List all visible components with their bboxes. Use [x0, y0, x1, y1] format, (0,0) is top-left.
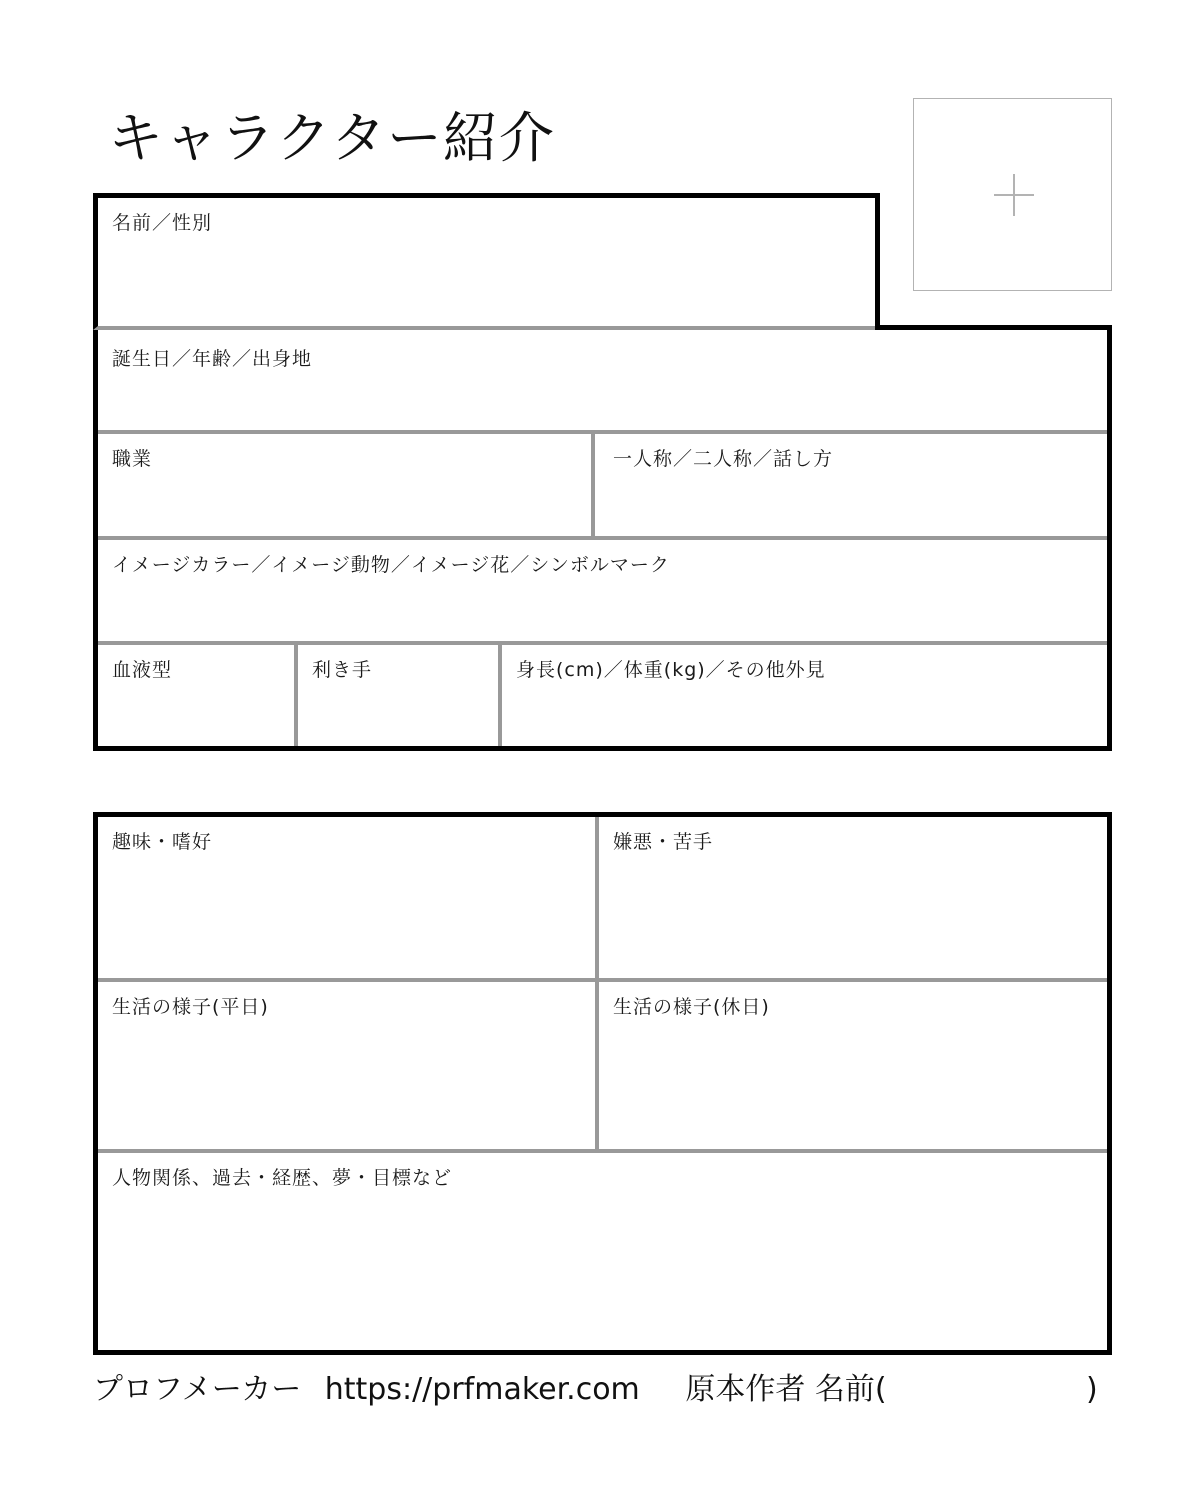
field-name-gender-label: 名前／性別 [112, 212, 213, 234]
field-body-appearance-label: 身長(cm)／体重(kg)／その他外見 [516, 659, 826, 681]
field-hobbies[interactable] [98, 817, 595, 978]
footer-author-paren-close: ) [1086, 1372, 1098, 1407]
field-hobbies-label: 趣味・嗜好 [112, 831, 213, 853]
field-birth-age-origin-label: 誕生日／年齢／出身地 [112, 348, 313, 370]
photo-upload-box[interactable] [913, 98, 1112, 291]
field-life-weekday-label: 生活の様子(平日) [112, 996, 269, 1018]
field-occupation-label: 職業 [112, 448, 153, 470]
footer-credit [93, 1370, 1113, 1414]
page-title: キャラクター紹介 [108, 106, 555, 170]
field-birth-age-origin[interactable] [98, 334, 1107, 430]
field-dominant-hand[interactable] [298, 645, 498, 746]
profile-block-step-border [875, 325, 1112, 330]
field-body-appearance[interactable] [502, 645, 1107, 746]
field-image-symbols-label: イメージカラー／イメージ動物／イメージ花／シンボルマーク [112, 554, 670, 576]
divider-occupation-pronouns [591, 430, 595, 540]
field-life-holiday-label: 生活の様子(休日) [613, 996, 770, 1018]
field-dominant-hand-label: 利き手 [312, 659, 373, 681]
footer-service-url: https://prfmaker.com [324, 1372, 640, 1407]
field-dislikes[interactable] [599, 817, 1107, 978]
field-blood-type[interactable] [98, 645, 294, 746]
field-occupation[interactable] [98, 434, 591, 536]
field-image-symbols[interactable] [98, 540, 1107, 641]
field-life-weekday[interactable] [98, 982, 595, 1149]
field-pronouns-speech[interactable] [599, 434, 1107, 536]
field-life-holiday[interactable] [599, 982, 1107, 1149]
field-dislikes-label: 嫌悪・苦手 [613, 831, 714, 853]
field-name-gender[interactable] [98, 198, 875, 326]
footer-service-name: プロフメーカー [93, 1372, 302, 1407]
field-relations-history-goals[interactable] [98, 1153, 1107, 1350]
field-relations-history-goals-label: 人物関係、過去・経歴、夢・目標など [112, 1167, 453, 1189]
field-blood-type-label: 血液型 [112, 659, 173, 681]
footer-author-label: 原本作者 名前( [685, 1372, 887, 1407]
field-pronouns-speech-label: 一人称／二人称／話し方 [613, 448, 834, 470]
